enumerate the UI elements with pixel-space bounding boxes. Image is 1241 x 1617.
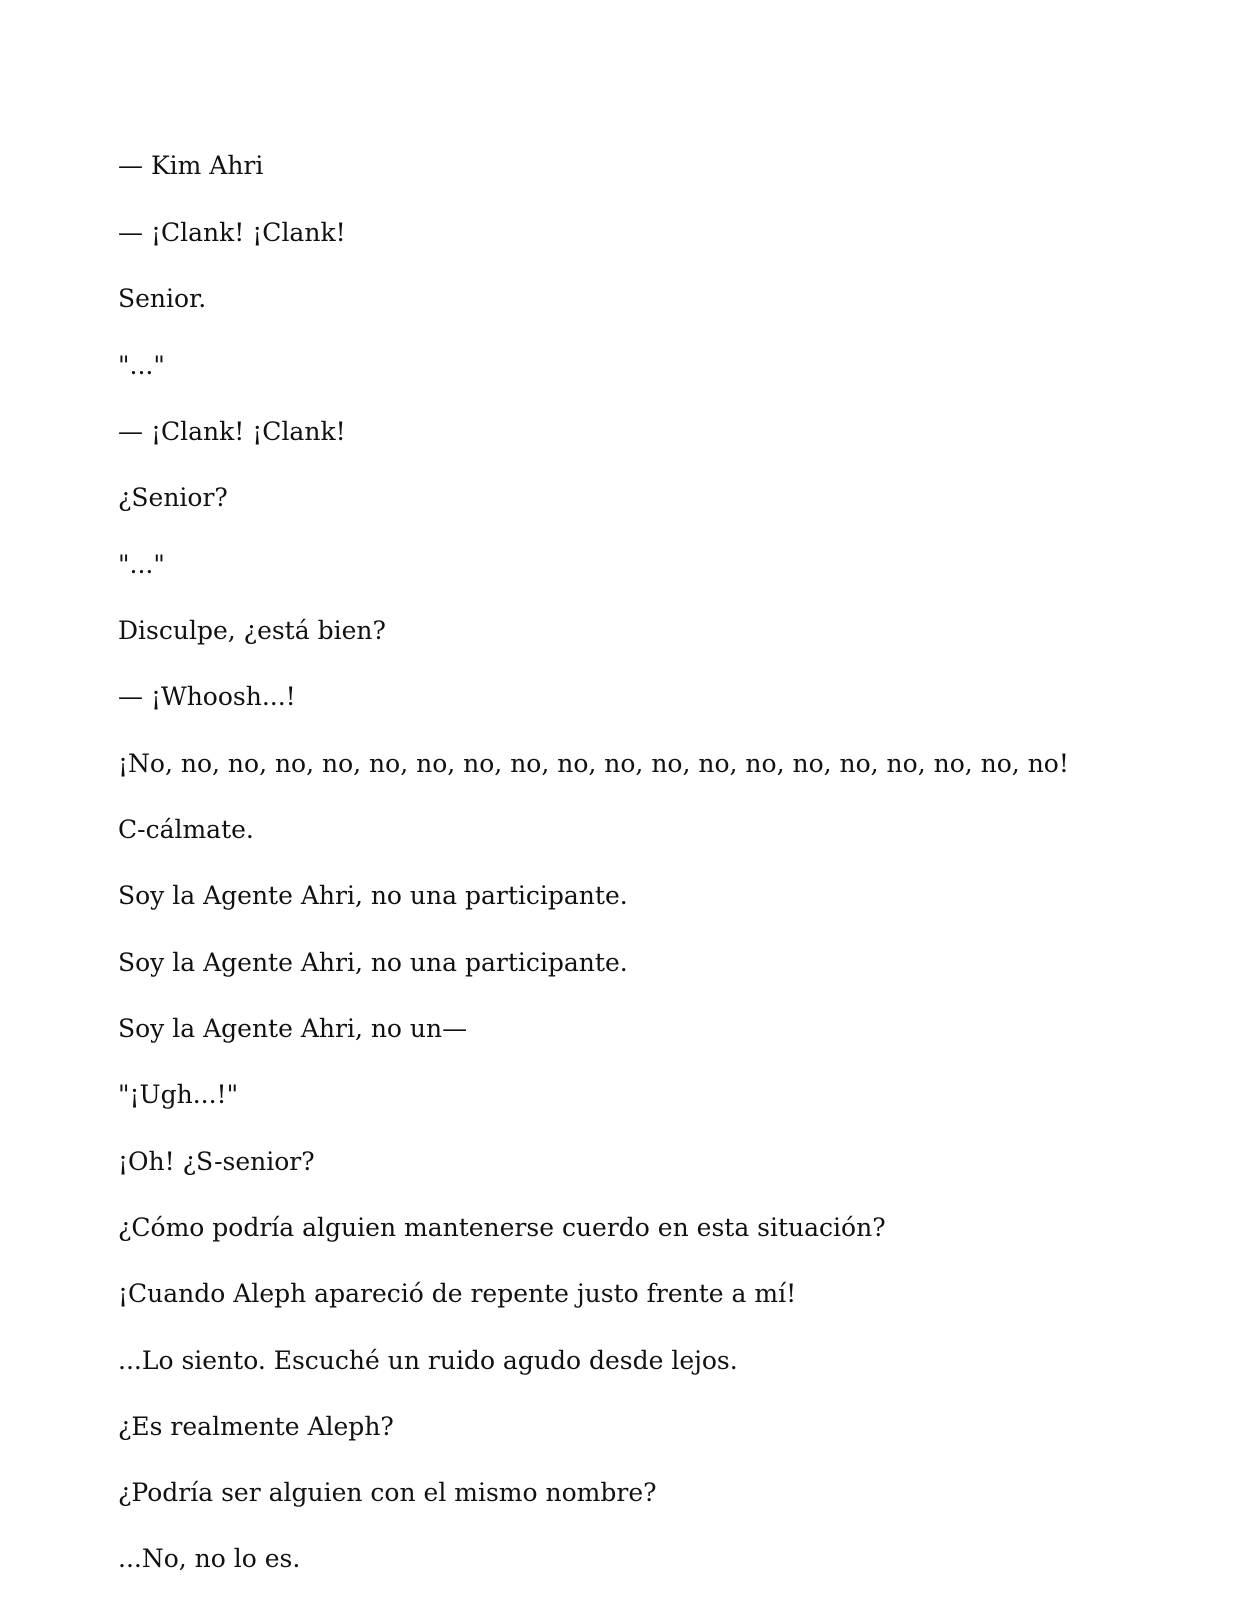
paragraph: Soy la Agente Ahri, no una participante. [118, 881, 628, 910]
paragraph: ¡Oh! ¿S-senior? [118, 1147, 315, 1176]
paragraph: "¡Ugh...!" [118, 1080, 239, 1109]
paragraph: Soy la Agente Ahri, no una participante. [118, 948, 628, 977]
paragraph: Senior. [118, 284, 207, 313]
paragraph: — ¡Clank! ¡Clank! [118, 417, 346, 446]
paragraph: — ¡Clank! ¡Clank! [118, 218, 346, 247]
paragraph: ¿Es realmente Aleph? [118, 1412, 394, 1441]
paragraph: ¿Cómo podría alguien mantenerse cuerdo en esta situación? [118, 1213, 886, 1242]
paragraph: ¿Senior? [118, 483, 228, 512]
paragraph: ...No, no lo es. [118, 1544, 301, 1573]
paragraph: — ¡Whoosh...! [118, 682, 296, 711]
paragraph: C-cálmate. [118, 815, 254, 844]
paragraph: ...Lo siento. Escuché un ruido agudo desde lejos. [118, 1346, 738, 1375]
paragraph: "..." [118, 550, 165, 579]
paragraph: ¿Podría ser alguien con el mismo nombre? [118, 1478, 657, 1507]
paragraph: "..." [118, 351, 165, 380]
paragraph: ¡No, no, no, no, no, no, no, no, no, no, no, no, no, no, no, no, no, no, no, no! [118, 749, 1069, 778]
paragraph: ¡Cuando Aleph apareció de repente justo frente a mí! [118, 1279, 797, 1308]
paragraph: — Kim Ahri [118, 151, 264, 180]
paragraph: Soy la Agente Ahri, no un— [118, 1014, 468, 1043]
paragraph: Disculpe, ¿está bien? [118, 616, 386, 645]
